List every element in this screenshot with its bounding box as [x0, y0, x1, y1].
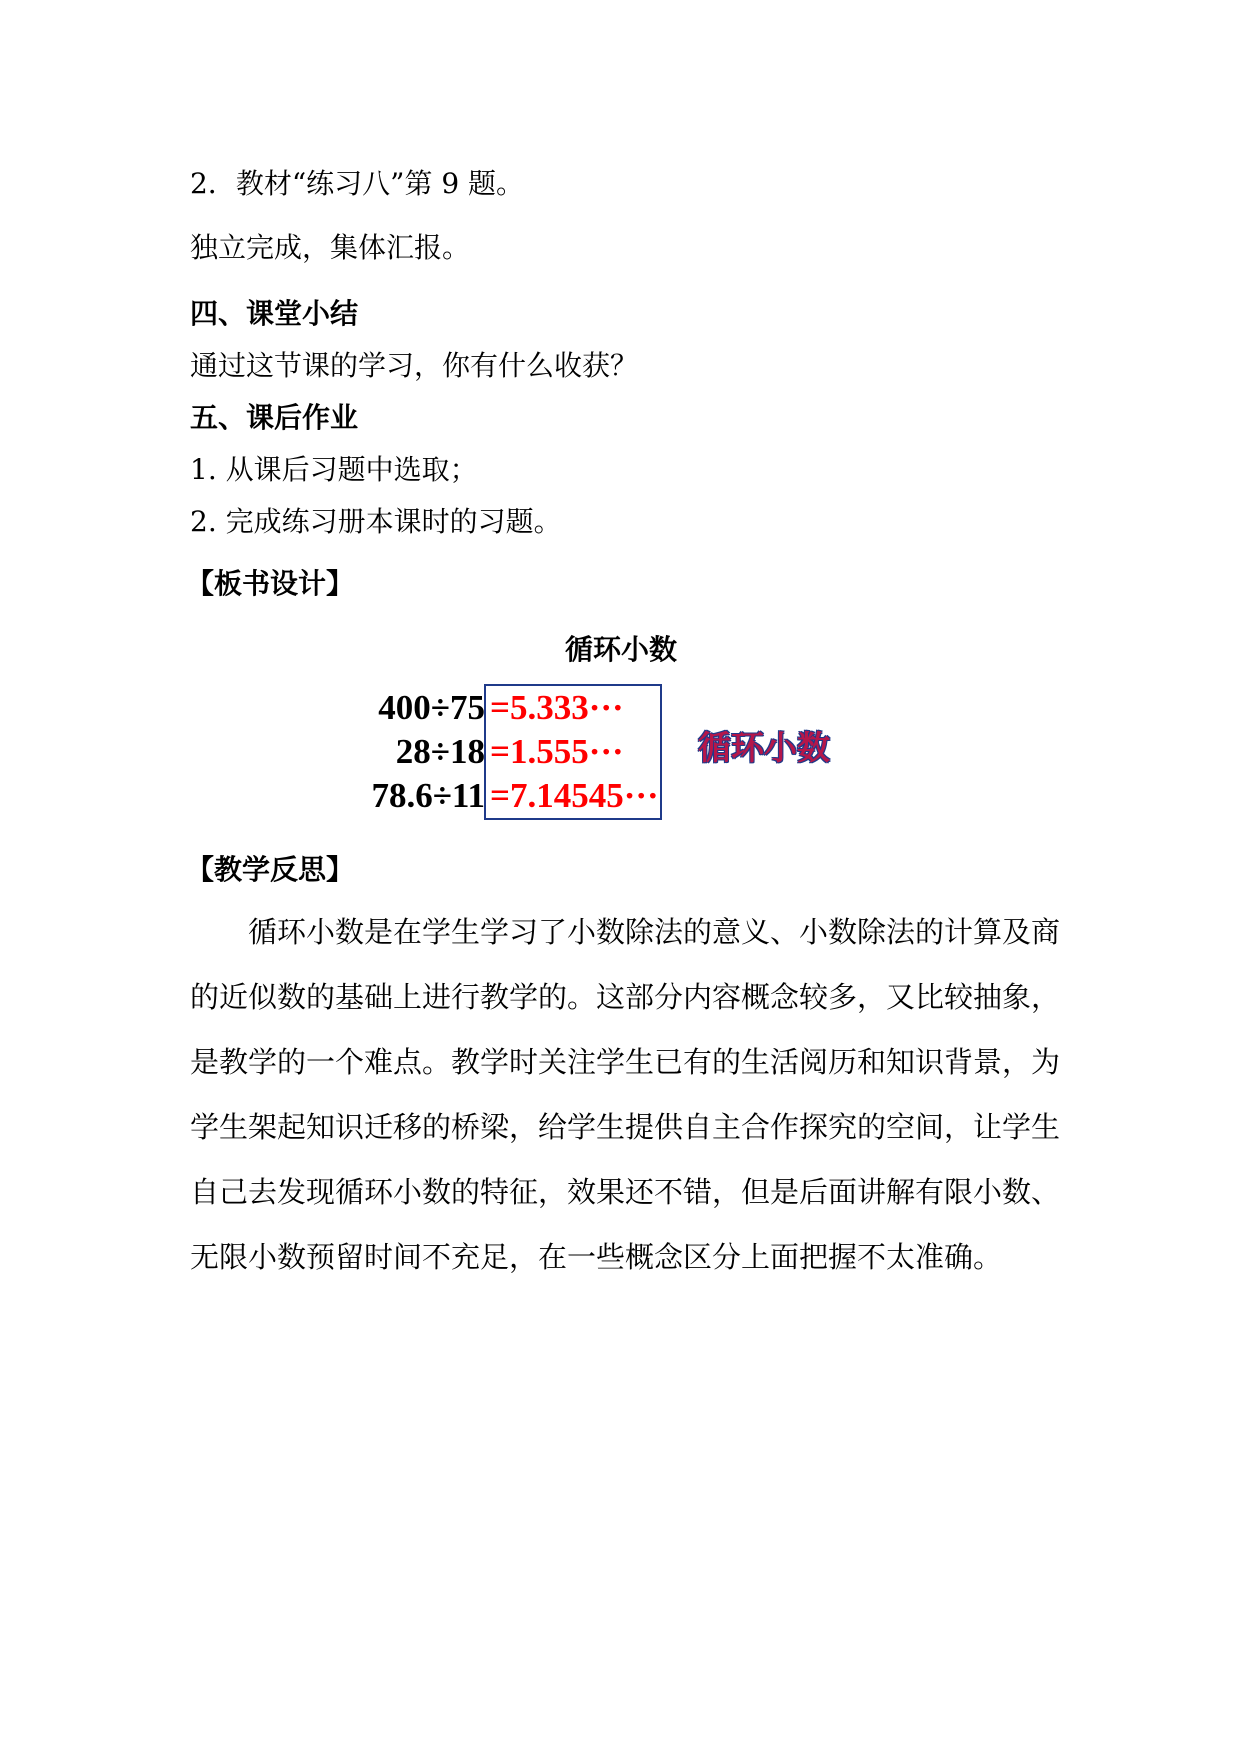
equation-result: =1.555··· — [490, 732, 624, 771]
board-label: 循环小数 — [698, 728, 830, 767]
instruction-line: 独立完成，集体汇报。 — [190, 231, 471, 264]
equation-dividend: 28÷18 — [395, 732, 485, 771]
board-title: 循环小数 — [565, 633, 678, 666]
reflection-heading: 【教学反思】 — [186, 853, 355, 886]
homework-item-1: 1. 从课后习题中选取； — [190, 453, 478, 486]
equation-dividend: 78.6÷11 — [371, 776, 485, 815]
homework-item-2: 2. 完成练习册本课时的习题。 — [190, 505, 562, 538]
reflection-paragraph: 循环小数是在学生学习了小数除法的意义、小数除法的计算及商的近似数的基础上进行教学的。这部分内容概念较多，又比较抽象，是教学的一个难点。教学时关注学生已有的生活阅历和知识背景，为学生架起知识迁移的桥梁，给学生提供自主合作探究的空间，让学生自己去发现循环小数的特征，效果还不错，但是后面讲解有限小数、无限小数预留时间不充足，在一些概念区分上面把握不太准确。 — [190, 915, 1061, 1274]
equation-result: =7.14545··· — [490, 776, 659, 815]
section-heading-summary: 四、课堂小结 — [190, 297, 359, 330]
equation-dividend: 400÷75 — [378, 688, 485, 727]
board-design-heading: 【板书设计】 — [186, 567, 355, 600]
exercise-line: 2．教材“练习八”第 9 题。 — [190, 167, 525, 200]
section-heading-homework: 五、课后作业 — [190, 401, 359, 434]
equation-result: =5.333··· — [490, 688, 624, 727]
summary-question: 通过这节课的学习，你有什么收获？ — [190, 349, 639, 382]
